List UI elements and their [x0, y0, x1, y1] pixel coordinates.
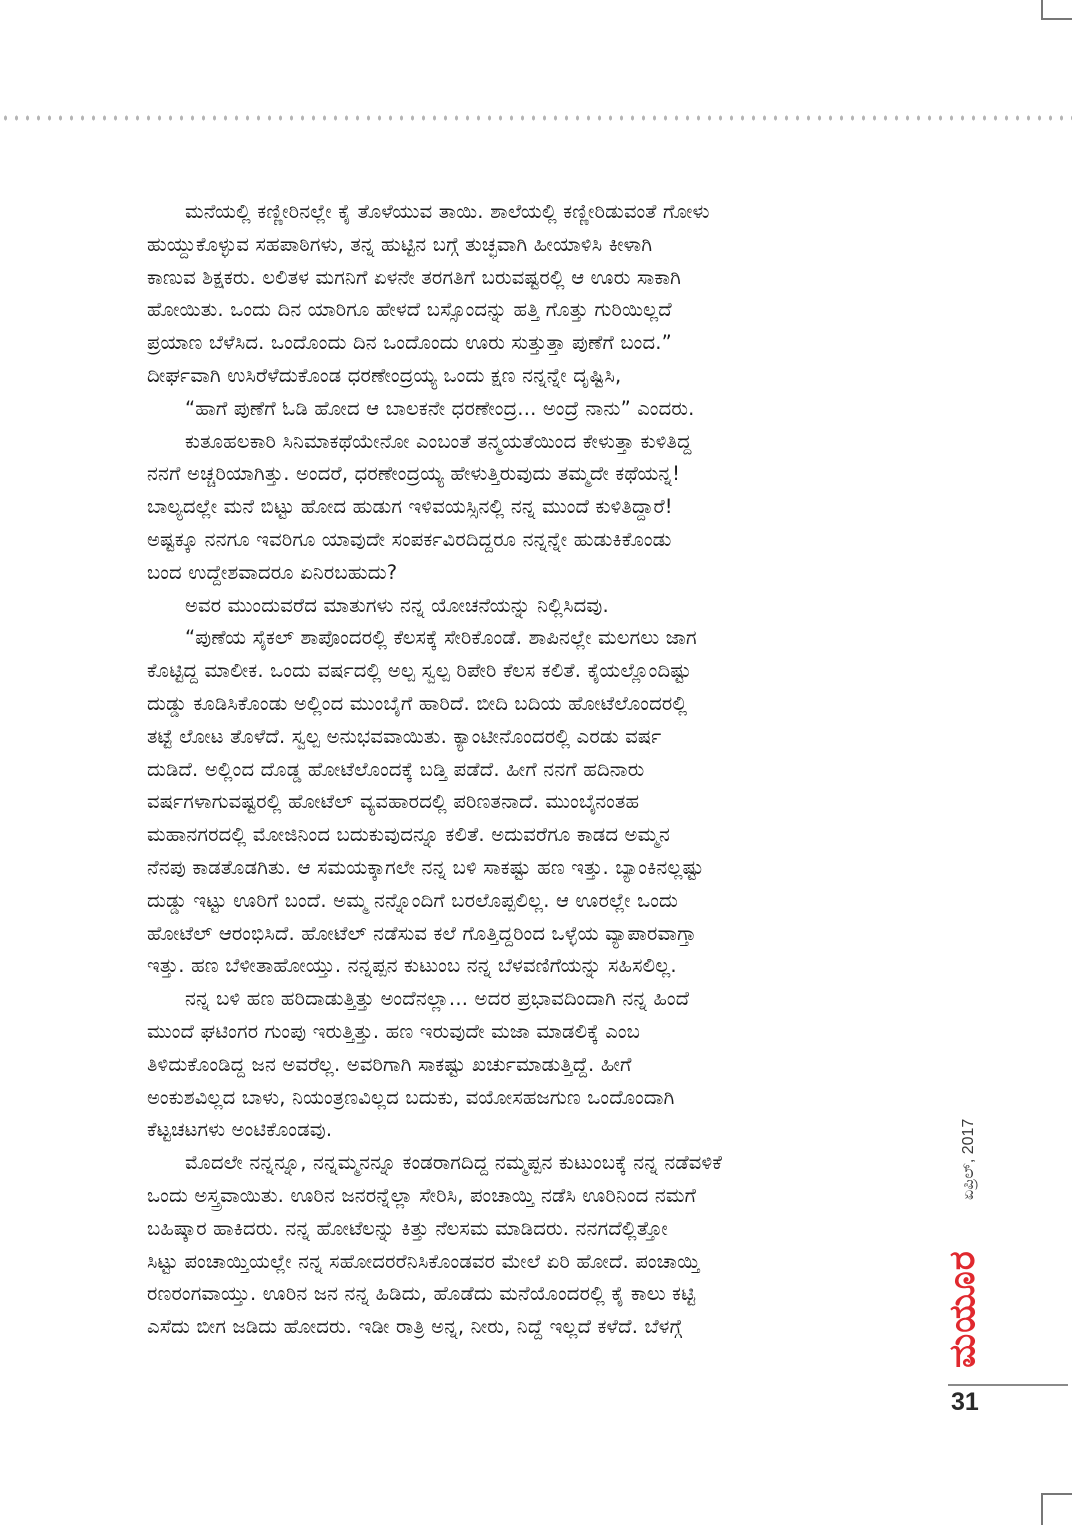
- article-body: [147, 196, 915, 1344]
- article-line: ಕಾಣುವ ಶಿಕ್ಷಕರು. ಲಲಿತಳ ಮಗನಿಗೆ ಏಳನೇ ತರಗತಿಗೆ ಬರುವಷ್ಟರಲ್ಲಿ ಆ ಊರು ಸಾಕಾಗಿ: [147, 265, 682, 289]
- article-line: ಮುಂದೆ ಘಟಿಂಗರ ಗುಂಪು ಇರುತ್ತಿತ್ತು. ಹಣ ಇರುವುದೇ ಮಜಾ ಮಾಡಲಿಕ್ಕೆ ಎಂಬ: [147, 1019, 641, 1043]
- article-line: ಅವರ ಮುಂದುವರೆದ ಮಾತುಗಳು ನನ್ನ ಯೋಚನೆಯನ್ನು ನಿಲ್ಲಿಸಿದವು.: [185, 593, 609, 617]
- article-line: ವರ್ಷಗಳಾಗುವಷ್ಟರಲ್ಲಿ ಹೋಟೆಲ್ ವ್ಯವಹಾರದಲ್ಲಿ ಪರಿಣತನಾದೆ. ಮುಂಬೈನಂತಹ: [147, 790, 640, 814]
- article-line: ತಟ್ಟೆ ಲೋಟ ತೊಳೆದೆ. ಸ್ವಲ್ಪ ಅನುಭವವಾಯಿತು. ಕ್ಯಾಂಟೀನೊಂದರಲ್ಲಿ ಎರಡು ವರ್ಷ: [147, 724, 662, 748]
- article-line: ಅಷ್ಟಕ್ಕೂ ನನಗೂ ಇವರಿಗೂ ಯಾವುದೇ ಸಂಪರ್ಕವಿರದಿದ್ದರೂ ನನ್ನನ್ನೇ ಹುಡುಕಿಕೊಂಡು: [147, 527, 672, 551]
- article-line: ತಿಳಿದುಕೊಂಡಿದ್ದ ಜನ ಅವರೆಲ್ಲ. ಅವರಿಗಾಗಿ ಸಾಕಷ್ಟು ಖರ್ಚುಮಾಡುತ್ತಿದ್ದೆ. ಹೀಗೆ: [147, 1052, 632, 1076]
- article-line: ಬಹಿಷ್ಕಾರ ಹಾಕಿದರು. ನನ್ನ ಹೋಟೆಲನ್ನು ಕಿತ್ತು ನೆಲಸಮ ಮಾಡಿದರು. ನನಗದೆಲ್ಲಿತ್ತೋ: [147, 1216, 668, 1240]
- article-line: ನೆನಪು ಕಾಡತೊಡಗಿತು. ಆ ಸಮಯಕ್ಕಾಗಲೇ ನನ್ನ ಬಳಿ ಸಾಕಷ್ಟು ಹಣ ಇತ್ತು. ಬ್ಯಾಂಕಿನಲ್ಲಷ್ಟು: [147, 855, 704, 879]
- article-line: ಪ್ರಯಾಣ ಬೆಳೆಸಿದ. ಒಂದೊಂದು ದಿನ ಒಂದೊಂದು ಊರು ಸುತ್ತುತ್ತಾ ಪುಣೆಗೆ ಬಂದ.”: [147, 331, 672, 355]
- article-line: ಕೆಟ್ಟಚಟಗಳು ಅಂಟಿಕೊಂಡವು.: [147, 1118, 333, 1142]
- article-line: ದುಡ್ಡು ಇಟ್ಟು ಊರಿಗೆ ಬಂದೆ. ಅಮ್ಮ ನನ್ನೊಂದಿಗೆ ಬರಲೊಪ್ಪಲಿಲ್ಲ. ಆ ಊರಲ್ಲೇ ಒಂದು: [147, 888, 679, 912]
- article-line: ದುಡ್ಡು ಕೂಡಿಸಿಕೊಂಡು ಅಲ್ಲಿಂದ ಮುಂಬೈಗೆ ಹಾರಿದೆ. ಬೀದಿ ಬದಿಯ ಹೋಟೆಲೊಂದರಲ್ಲಿ: [147, 691, 688, 715]
- article-line: ನನಗೆ ಅಚ್ಚರಿಯಾಗಿತ್ತು. ಅಂದರೆ, ಧರಣೇಂದ್ರಯ್ಯ ಹೇಳುತ್ತಿರುವುದು ತಮ್ಮದೇ ಕಥೆಯನ್ನ!: [147, 462, 681, 486]
- article-line: ಬಂದ ಉದ್ದೇಶವಾದರೂ ಏನಿರಬಹುದು?: [147, 560, 398, 584]
- dotted-divider: [0, 115, 1072, 121]
- crop-mark-bottom: [1041, 1493, 1072, 1525]
- article-line: “ಹಾಗೆ ಪುಣೆಗೆ ಓಡಿ ಹೋದ ಆ ಬಾಲಕನೇ ಧರಣೇಂದ್ರ... ಅಂದ್ರೆ ನಾನು” ಎಂದರು.: [185, 396, 695, 420]
- article-line: “ಪುಣೆಯ ಸೈಕಲ್ ಶಾಪೊಂದರಲ್ಲಿ ಕೆಲಸಕ್ಕೆ ಸೇರಿಕೊಂಡೆ. ಶಾಪಿನಲ್ಲೇ ಮಲಗಲು ಜಾಗ: [185, 626, 697, 650]
- article-line: ದುಡಿದೆ. ಅಲ್ಲಿಂದ ದೊಡ್ಡ ಹೋಟೆಲೊಂದಕ್ಕೆ ಬಡ್ತಿ ಪಡೆದೆ. ಹೀಗೆ ನನಗೆ ಹದಿನಾರು: [147, 757, 645, 781]
- article-line: ಹೋಟೆಲ್ ಆರಂಭಿಸಿದೆ. ಹೋಟೆಲ್ ನಡೆಸುವ ಕಲೆ ಗೊತ್ತಿದ್ದರಿಂದ ಒಳ್ಳೆಯ ವ್ಯಾಪಾರವಾಗ್ತಾ: [147, 921, 697, 945]
- magazine-masthead: ಮಯೂರ: [942, 1250, 983, 1368]
- article-line: ಇತ್ತು. ಹಣ ಬೆಳೀತಾಹೋಯ್ತು. ನನ್ನಪ್ಪನ ಕುಟುಂಬ ನನ್ನ ಬೆಳವಣಿಗೆಯನ್ನು ಸಹಿಸಲಿಲ್ಲ.: [147, 954, 677, 978]
- article-line: ಅಂಕುಶವಿಲ್ಲದ ಬಾಳು, ನಿಯಂತ್ರಣವಿಲ್ಲದ ಬದುಕು, ವಯೋಸಹಜಗುಣ ಒಂದೊಂದಾಗಿ: [147, 1085, 675, 1109]
- article-line: ಕೊಟ್ಟಿದ್ದ ಮಾಲೀಕ. ಒಂದು ವರ್ಷದಲ್ಲಿ ಅಲ್ಪ ಸ್ವಲ್ಪ ರಿಪೇರಿ ಕೆಲಸ ಕಲಿತೆ. ಕೈಯಲ್ಲೊಂದಿಷ್ಟು: [147, 659, 692, 683]
- article-line: ಹೋಯಿತು. ಒಂದು ದಿನ ಯಾರಿಗೂ ಹೇಳದೆ ಬಸ್ಸೊಂದನ್ನು ಹತ್ತಿ ಗೊತ್ತು ಗುರಿಯಿಲ್ಲದೆ: [147, 298, 672, 322]
- article-line: ಸಿಟ್ಟು ಪಂಚಾಯ್ತಿಯಲ್ಲೇ ನನ್ನ ಸಹೋದರರೆನಿಸಿಕೊಂಡವರ ಮೇಲೆ ಏರಿ ಹೋದೆ. ಪಂಚಾಯ್ತಿ: [147, 1249, 700, 1273]
- article-line: ಹುಯ್ದುಕೊಳ್ಳುವ ಸಹಪಾಠಿಗಳು, ತನ್ನ ಹುಟ್ಟಿನ ಬಗ್ಗೆ ತುಚ್ಛವಾಗಿ ಹೀಯಾಳಿಸಿ ಕೀಳಾಗಿ: [147, 232, 653, 256]
- article-line: ಮೊದಲೇ ನನ್ನನ್ನೂ, ನನ್ನಮ್ಮನನ್ನೂ ಕಂಡರಾಗದಿದ್ದ ನಮ್ಮಪ್ಪನ ಕುಟುಂಬಕ್ಕೆ ನನ್ನ ನಡೆವಳಿಕೆ: [185, 1151, 723, 1175]
- issue-date: ಏಪ್ರಿಲ್, 2017: [960, 1118, 977, 1200]
- article-line: ಬಾಲ್ಯದಲ್ಲೇ ಮನೆ ಬಿಟ್ಟು ಹೋದ ಹುಡುಗ ಇಳಿವಯಸ್ಸಿನಲ್ಲಿ ನನ್ನ ಮುಂದೆ ಕುಳಿತಿದ್ದಾರೆ!: [147, 495, 673, 519]
- article-line: ಒಂದು ಅಸ್ತ್ರವಾಯಿತು. ಊರಿನ ಜನರನ್ನೆಲ್ಲಾ ಸೇರಿಸಿ, ಪಂಚಾಯ್ತಿ ನಡೆಸಿ ಊರಿನಿಂದ ನಮಗೆ: [147, 1183, 697, 1207]
- crop-mark-top: [1041, 0, 1072, 20]
- article-line: ಮನೆಯಲ್ಲಿ ಕಣ್ಣೀರಿನಲ್ಲೇ ಕೈ ತೊಳೆಯುವ ತಾಯಿ. ಶಾಲೆಯಲ್ಲಿ ಕಣ್ಣೀರಿಡುವಂತೆ ಗೋಳು: [185, 200, 710, 223]
- page-number: 31: [951, 1388, 979, 1416]
- article-line: ಮಹಾನಗರದಲ್ಲಿ ಮೋಜಿನಿಂದ ಬದುಕುವುದನ್ನೂ ಕಲಿತೆ. ಅದುವರೆಗೂ ಕಾಡದ ಅಮ್ಮನ: [147, 823, 671, 847]
- page-number-rule: [948, 1384, 1068, 1386]
- article-line: ನನ್ನ ಬಳಿ ಹಣ ಹರಿದಾಡುತ್ತಿತ್ತು ಅಂದೆನಲ್ಲಾ... ಅದರ ಪ್ರಭಾವದಿಂದಾಗಿ ನನ್ನ ಹಿಂದೆ: [185, 987, 690, 1011]
- article-line: ಎಸೆದು ಬೀಗ ಜಡಿದು ಹೋದರು. ಇಡೀ ರಾತ್ರಿ ಅನ್ನ, ನೀರು, ನಿದ್ದೆ ಇಲ್ಲದೆ ಕಳೆದೆ. ಬೆಳಗ್ಗೆ: [147, 1315, 683, 1339]
- article-line: ದೀರ್ಘವಾಗಿ ಉಸಿರೆಳೆದುಕೊಂಡ ಧರಣೇಂದ್ರಯ್ಯ ಒಂದು ಕ್ಷಣ ನನ್ನನ್ನೇ ದೃಷ್ಟಿಸಿ,: [147, 363, 622, 387]
- article-line: ರಣರಂಗವಾಯ್ತು. ಊರಿನ ಜನ ನನ್ನ ಹಿಡಿದು, ಹೊಡೆದು ಮನೆಯೊಂದರಲ್ಲಿ ಕೈ ಕಾಲು ಕಟ್ಟಿ: [147, 1282, 696, 1306]
- article-line: ಕುತೂಹಲಕಾರಿ ಸಿನಿಮಾಕಥೆಯೇನೋ ಎಂಬಂತೆ ತನ್ಮಯತೆಯಿಂದ ಕೇಳುತ್ತಾ ಕುಳಿತಿದ್ದ: [185, 429, 692, 453]
